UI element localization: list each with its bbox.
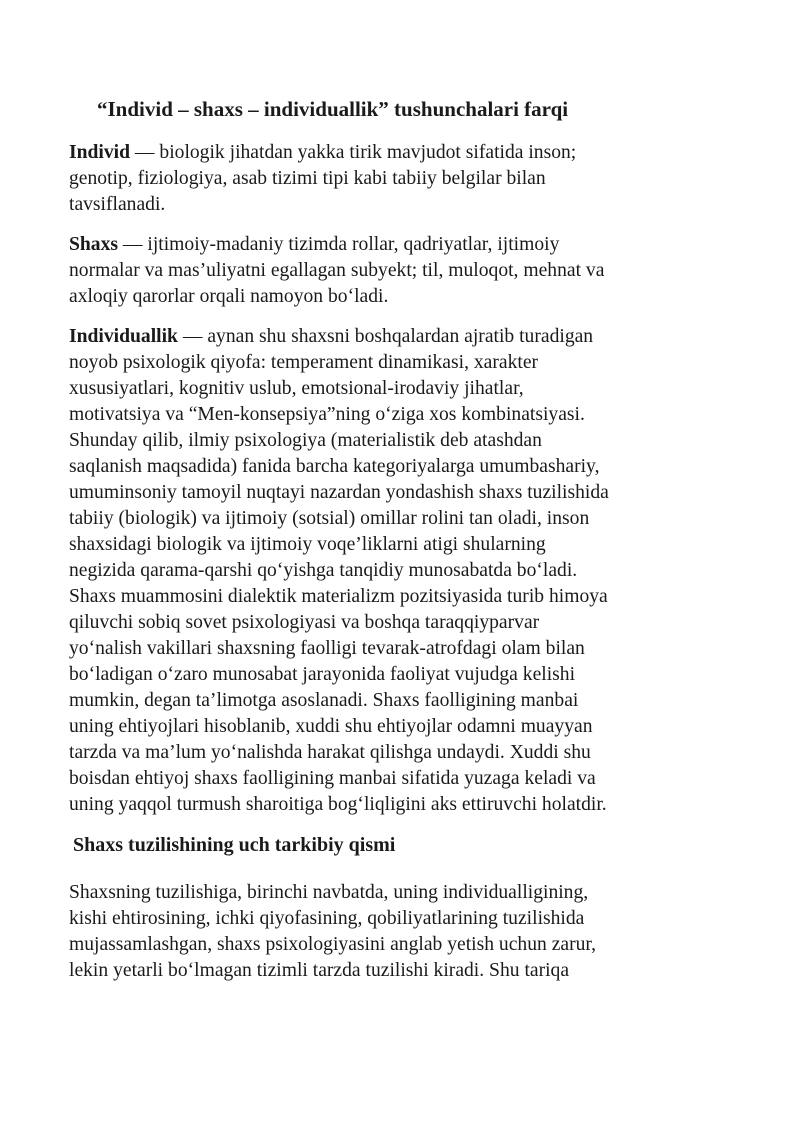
paragraph-line: Individ — biologik jihatdan yakka tirik mavjudot sifatida inson;	[69, 142, 577, 163]
section-subtitle: Shaxs tuzilishining uch tarkibiy qismi	[73, 834, 396, 856]
paragraph-line: normalar va mas’uliyatni egallagan subyekt; til, muloqot, mehnat va	[69, 260, 605, 281]
paragraph-line: Shaxs — ijtimoiy-madaniy tizimda rollar, qadriyatlar, ijtimoiy	[69, 234, 560, 255]
paragraph-line: umuminsoniy tamoyil nuqtayi nazardan yondashish shaxs tuzilishida	[69, 482, 609, 503]
paragraph-line: yo‘nalish vakillari shaxsning faolligi tevarak-atrofdagi olam bilan	[69, 638, 585, 659]
paragraph-line: tavsiflanadi.	[69, 194, 166, 215]
definition-shaxs	[69, 232, 749, 310]
closing-paragraph	[69, 880, 749, 984]
definition-individuallik	[69, 324, 749, 818]
paragraph-line: qiluvchi sobiq sovet psixologiyasi va boshqa taraqqiyparvar	[69, 612, 540, 633]
paragraph-line: genotip, fiziologiya, asab tizimi tipi kabi tabiiy belgilar bilan	[69, 168, 546, 189]
paragraph-line: mujassamlashgan, shaxs psixologiyasini anglab yetish uchun zarur,	[69, 934, 597, 955]
paragraph-line: mumkin, degan ta’limotga asoslanadi. Shaxs faolligining manbai	[69, 690, 579, 711]
paragraph-line: xususiyatlari, kognitiv uslub, emotsional-irodaviy jihatlar,	[69, 378, 524, 399]
term-label: Individ	[69, 142, 131, 163]
paragraph-line: noyob psixologik qiyofa: temperament dinamikasi, xarakter	[69, 352, 539, 373]
paragraph-line: saqlanish maqsadida) fanida barcha kategoriyalarga umumbashariy,	[69, 456, 600, 477]
paragraph-line: lekin yetarli bo‘lmagan tizimli tarzda tuzilishi kiradi. Shu tariqa	[69, 960, 570, 981]
paragraph-line: Shaxsning tuzilishiga, birinchi navbatda, uning individualligining,	[69, 882, 589, 903]
paragraph-line: axloqiy qarorlar orqali namoyon bo‘ladi.	[69, 286, 389, 307]
paragraph-line: tabiiy (biologik) va ijtimoiy (sotsial) omillar rolini tan oladi, inson	[69, 508, 590, 529]
paragraph-line: uning ehtiyojlari hisoblanib, xuddi shu ehtiyojlar odamni muayyan	[69, 716, 593, 737]
paragraph-line: tarzda va ma’lum yo‘nalishda harakat qilishga undaydi. Xuddi shu	[69, 742, 591, 763]
paragraph-line: bo‘ladigan o‘zaro munosabat jarayonida faoliyat vujudga kelishi	[69, 664, 576, 685]
document-page	[69, 96, 749, 998]
paragraph-line: motivatsiya va “Men-konsepsiya”ning o‘ziga xos kombinatsiyasi.	[69, 404, 585, 425]
paragraph-line: shaxsidagi biologik va ijtimoiy voqe’liklarni atigi shularning	[69, 534, 546, 555]
term-label: Individuallik	[69, 326, 178, 347]
paragraph-line: uning yaqqol turmush sharoitiga bog‘liqligini aks ettiruvchi holatdir.	[69, 794, 607, 815]
definition-individ	[69, 140, 749, 218]
paragraph-line: Shunday qilib, ilmiy psixologiya (materialistik deb atashdan	[69, 430, 542, 451]
paragraph-line: boisdan ehtiyoj shaxs faolligining manbai sifatida yuzaga keladi va	[69, 768, 596, 789]
document-title: “Individ – shaxs – individuallik” tushunchalari farqi	[97, 97, 569, 121]
paragraph-line: negizida qarama-qarshi qo‘yishga tanqidiy munosabatda bo‘ladi.	[69, 560, 578, 581]
paragraph-line: Individuallik — aynan shu shaxsni boshqalardan ajratib turadigan	[69, 326, 594, 347]
paragraph-line: kishi ehtirosining, ichki qiyofasining, qobiliyatlarining tuzilishida	[69, 908, 585, 929]
term-label: Shaxs	[69, 234, 119, 255]
paragraph-line: Shaxs muammosini dialektik materializm pozitsiyasida turib himoya	[69, 586, 608, 607]
